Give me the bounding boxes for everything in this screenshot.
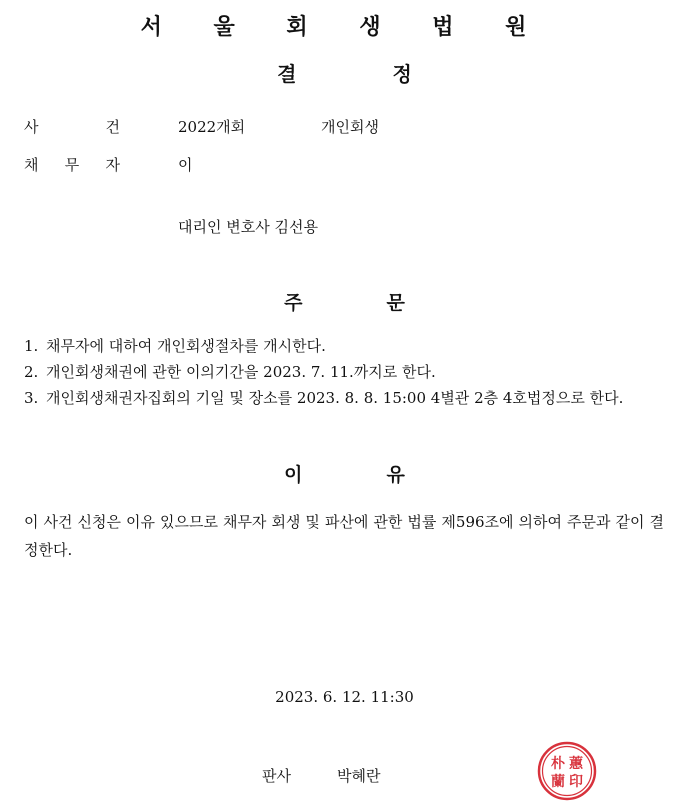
case-type: 개인회생 bbox=[321, 118, 379, 136]
case-label-row bbox=[24, 116, 120, 137]
svg-text:印: 印 bbox=[569, 774, 583, 790]
reason-heading-char-1: 이 bbox=[284, 464, 303, 486]
agent-attorney: 대리인 변호사 김선용 bbox=[178, 218, 318, 236]
order-list bbox=[24, 333, 664, 411]
judge-name: 박혜란 bbox=[336, 767, 381, 785]
order-heading-char-2: 문 bbox=[386, 292, 405, 314]
debtor-label: 채 무 자 bbox=[24, 156, 120, 174]
svg-text:朴: 朴 bbox=[551, 756, 565, 772]
document-type-heading bbox=[0, 58, 689, 87]
svg-text:蕙: 蕙 bbox=[569, 756, 583, 772]
order-item: 2. 개인회생채권에 관한 이의기간을 2023. 7. 11.까지로 한다. bbox=[24, 363, 436, 381]
reason-text: 이 사건 신청은 이유 있으므로 채무자 회생 및 파산에 관한 법률 제596조에 의하여 주문과 같이 결정한다. bbox=[24, 513, 664, 559]
svg-text:蘭: 蘭 bbox=[551, 774, 565, 790]
judge-seal-stamp bbox=[536, 740, 598, 802]
doc-type-char-1: 결 bbox=[277, 62, 297, 86]
order-item: 3. 개인회생채권자집회의 기일 및 장소를 2023. 8. 8. 15:00 4별관 2층 4호법정으로 한다. bbox=[24, 389, 624, 407]
judge-signature-line bbox=[262, 765, 380, 786]
reason-heading-char-2: 유 bbox=[386, 464, 405, 486]
debtor-name: 이 bbox=[178, 156, 193, 174]
order-item: 1. 채무자에 대하여 개인회생절차를 개시한다. bbox=[24, 337, 326, 355]
decision-datetime: 2023. 6. 12. 11:30 bbox=[275, 688, 414, 706]
court-name: 서 울 회 생 법 원 bbox=[140, 15, 549, 40]
order-heading-char-1: 주 bbox=[284, 292, 303, 314]
debtor-label-row bbox=[24, 154, 120, 175]
case-number: 2022개회 bbox=[178, 118, 246, 136]
order-heading bbox=[0, 288, 689, 315]
doc-type-char-2: 정 bbox=[392, 62, 412, 86]
reason-heading bbox=[0, 460, 689, 487]
judge-title: 판사 bbox=[262, 767, 291, 785]
case-label: 사 건 bbox=[24, 118, 120, 136]
